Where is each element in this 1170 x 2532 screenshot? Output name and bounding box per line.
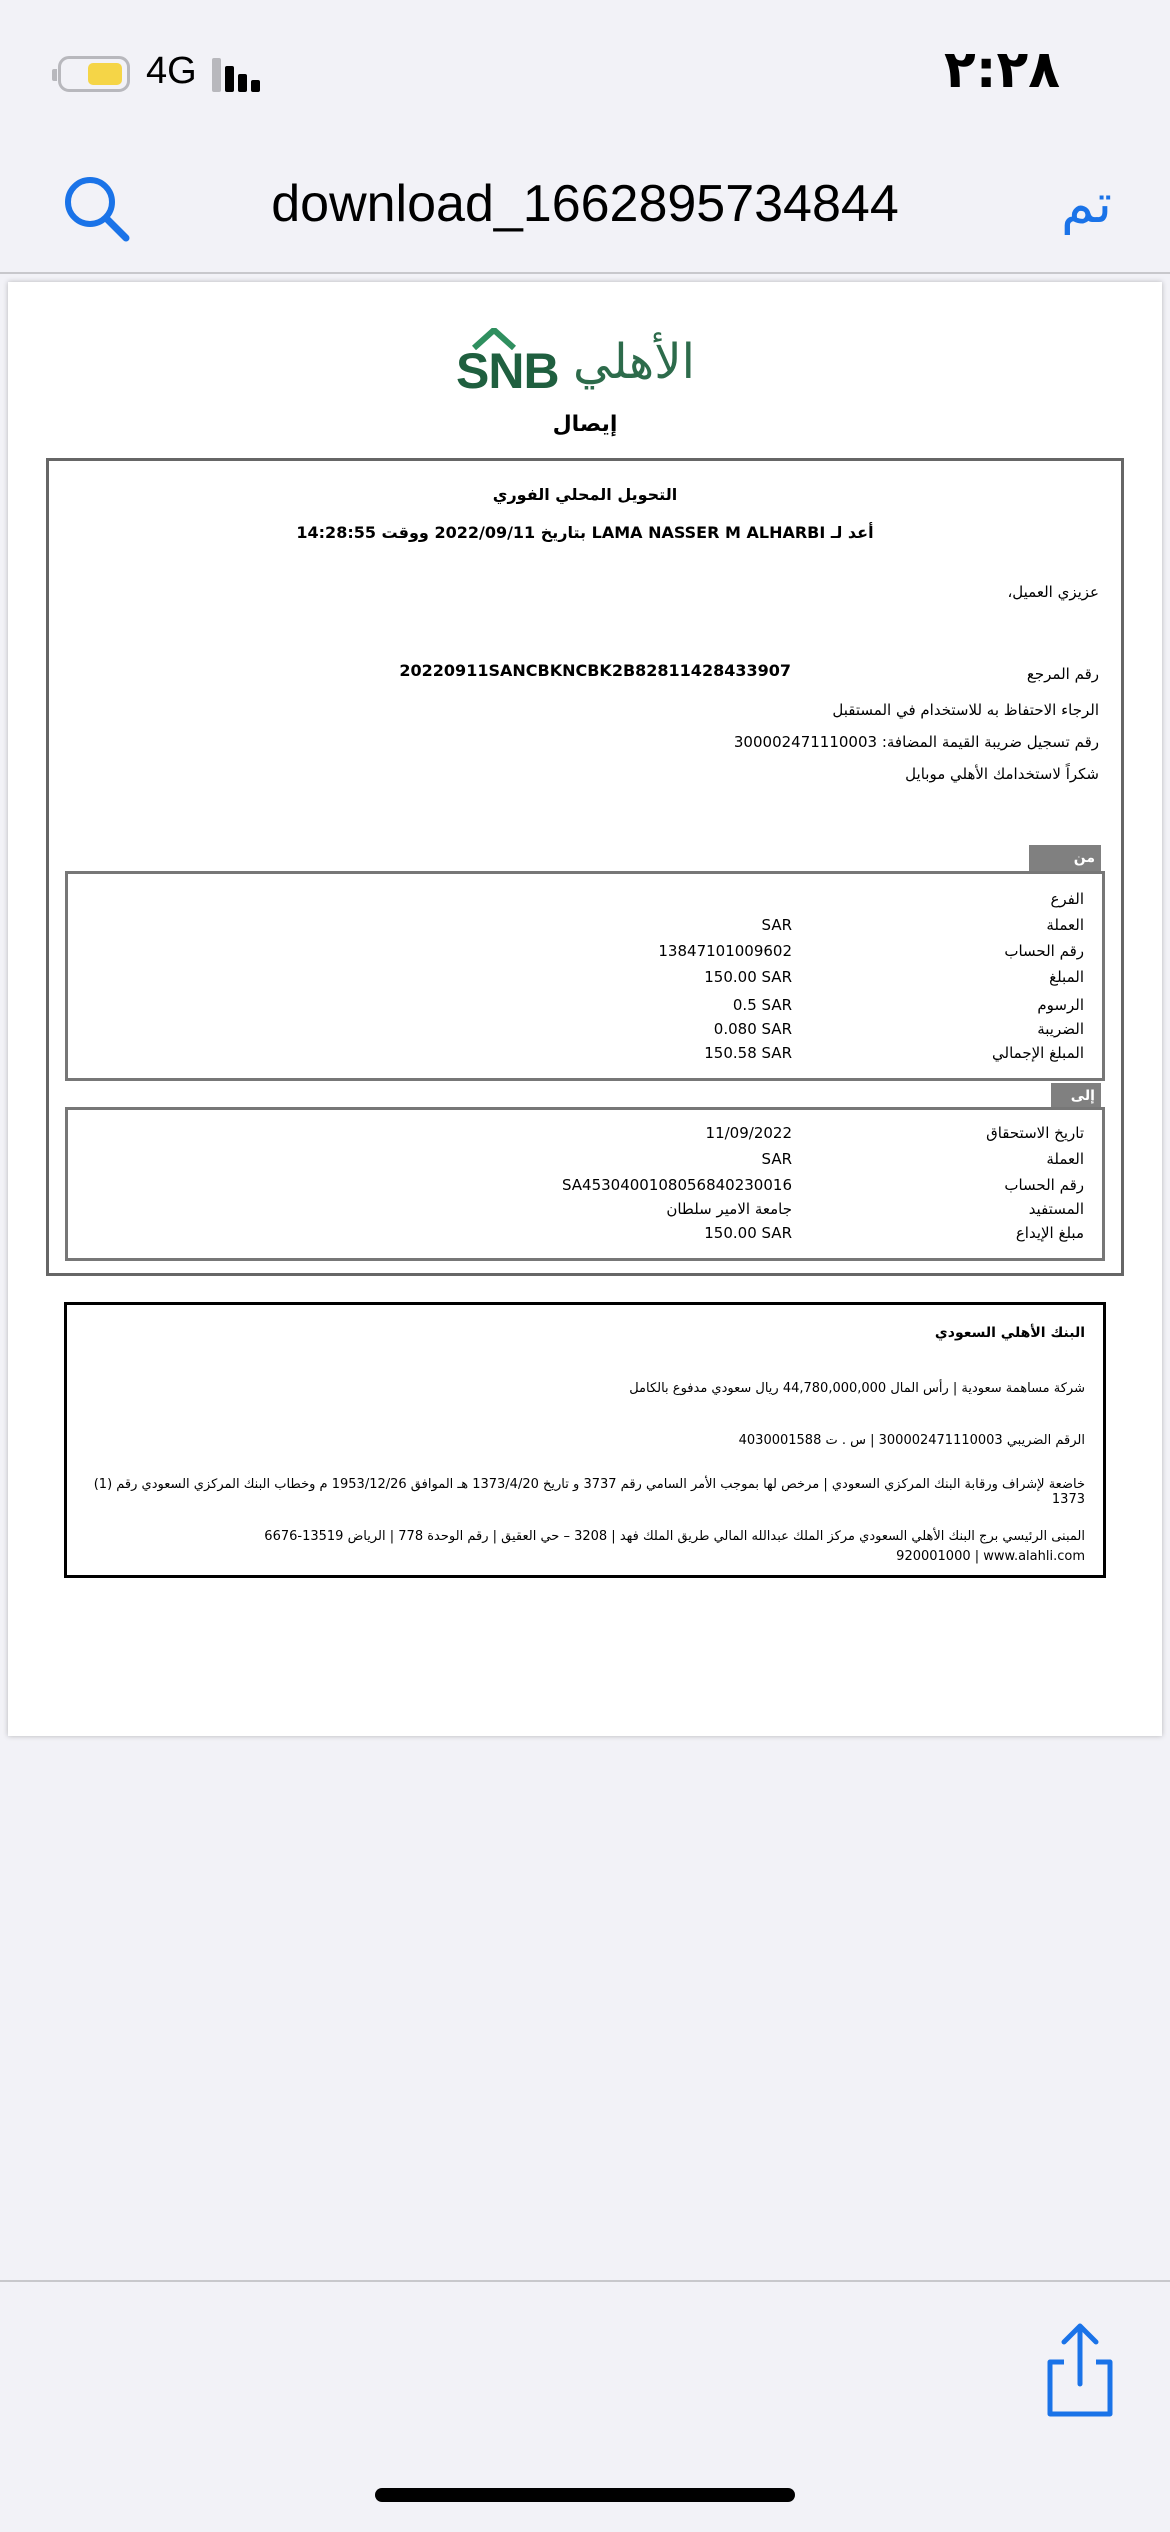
thanks-line: شكراً لاستخدامك الأهلي موبايل bbox=[905, 765, 1099, 783]
to-row-currency: العملة SAR bbox=[761, 1150, 1084, 1168]
battery-icon bbox=[58, 56, 130, 92]
receipt-title: إيصال bbox=[552, 412, 618, 437]
from-row-total: المبلغ الإجمالي 150.58 SAR bbox=[704, 1044, 1084, 1062]
status-bar bbox=[0, 0, 1170, 150]
from-row-branch: الفرع bbox=[1050, 890, 1084, 908]
to-row-deposit-amount: مبلغ الإيداع 150.00 SAR bbox=[704, 1224, 1084, 1242]
bank-name: البنك الأهلي السعودي bbox=[934, 1325, 1085, 1341]
from-row-account: رقم الحساب 13847101009602 bbox=[658, 942, 1084, 960]
transfer-details-frame bbox=[46, 458, 1124, 1276]
receipt-document bbox=[8, 282, 1162, 1736]
keep-note: الرجاء الاحتفاظ به للاستخدام في المستقبل bbox=[832, 701, 1099, 719]
greeting: عزيزي العميل، bbox=[1007, 583, 1099, 601]
contact-line: 920001000 | www.alahli.com bbox=[896, 1549, 1085, 1564]
done-button[interactable]: تم bbox=[1061, 172, 1112, 235]
to-row-due-date: تاريخ الاستحقاق 11/09/2022 bbox=[705, 1124, 1084, 1142]
reference-value: 20220911SANCBKNCBK2B82811428433907 bbox=[399, 661, 791, 680]
prepared-line: أعد لـ LAMA NASSER M ALHARBI بتاريخ 2022/09/11 ووقت 14:28:55 bbox=[296, 523, 874, 542]
to-section-box bbox=[65, 1107, 1105, 1261]
to-row-beneficiary: المستفيد جامعة الامير سلطان bbox=[666, 1200, 1084, 1218]
reference-label: رقم المرجع bbox=[1026, 665, 1099, 683]
from-row-currency: العملة SAR bbox=[761, 916, 1084, 934]
snb-logo: SNB الأهلي bbox=[448, 330, 708, 402]
bank-footer bbox=[64, 1302, 1106, 1578]
share-button[interactable] bbox=[1040, 2322, 1120, 2418]
share-icon bbox=[1040, 2322, 1120, 2418]
from-row-amount: المبلغ 150.00 SAR bbox=[704, 968, 1084, 986]
document-title: download_1662895734844 bbox=[271, 175, 899, 233]
clock: ٢:٢٨ bbox=[943, 40, 1060, 100]
capital-line: شركة مساهمة سعودية | رأس المال 44,780,000,000 ريال سعودي مدفوع بالكامل bbox=[629, 1381, 1085, 1396]
nav-bar bbox=[0, 150, 1170, 274]
from-section-tab: من bbox=[1029, 845, 1101, 871]
transfer-title: التحويل المحلي الفوري bbox=[492, 485, 678, 504]
license-line: خاضعة لإشراف ورقابة البنك المركزي السعودي | مرخص لها بموجب الأمر السامي رقم 3737 و تاريخ 1373/4/20 هـ الموافق 1953/12/26 م وخطاب البنك المركزي السعودي رقم (1) 1373 bbox=[93, 1477, 1085, 1507]
signal-icon bbox=[212, 56, 268, 92]
network-type: 4G bbox=[146, 50, 197, 92]
from-section-box bbox=[65, 871, 1105, 1081]
home-indicator[interactable] bbox=[375, 2488, 795, 2502]
to-section-tab: إلى bbox=[1051, 1083, 1101, 1109]
address-line: المبنى الرئيسي برج البنك الأهلي السعودي مركز الملك عبدالله المالي طريق الملك فهد | 3208 – حي العقيق | رقم الوحدة 778 | الرياض 13519-6676 bbox=[264, 1529, 1085, 1544]
vat-line: رقم تسجيل ضريبة القيمة المضافة: 300002471110003 bbox=[733, 733, 1099, 751]
from-row-fees: الرسوم 0.5 SAR bbox=[732, 996, 1084, 1014]
tax-line: الرقم الضريبي 300002471110003 | س . ت 4030001588 bbox=[738, 1433, 1085, 1448]
to-row-account: رقم الحساب SA4530400108056840230016 bbox=[561, 1176, 1084, 1194]
from-row-tax: الضريبة 0.080 SAR bbox=[713, 1020, 1084, 1038]
